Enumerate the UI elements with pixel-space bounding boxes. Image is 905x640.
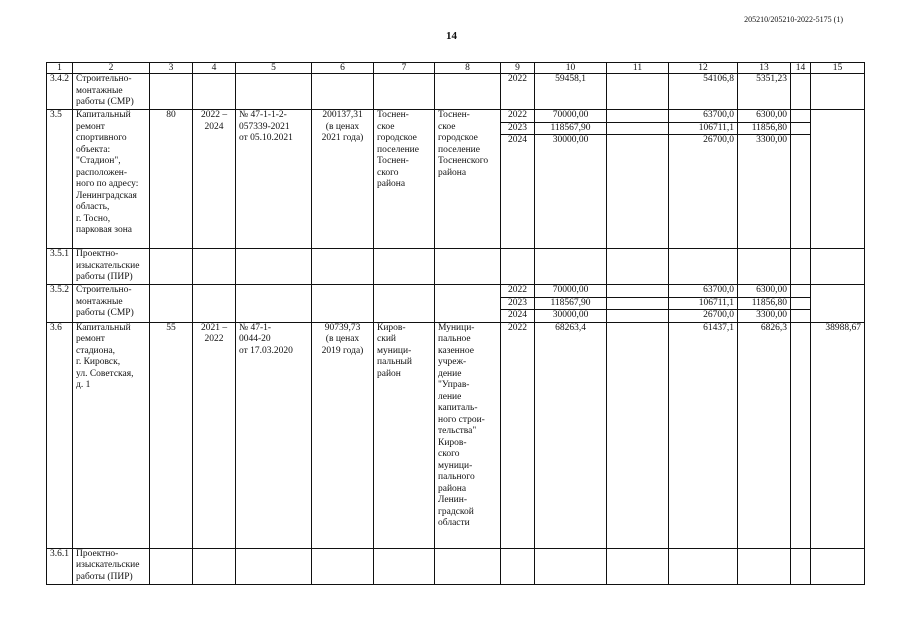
total-cell: 70000,00 bbox=[535, 110, 607, 123]
estimated-cost-cell bbox=[312, 74, 374, 110]
object-name: Проектно- изыскательские работы (ПИР) bbox=[73, 548, 150, 584]
municipality-cell bbox=[374, 548, 435, 584]
customer-cell bbox=[435, 285, 501, 323]
other-cell bbox=[791, 110, 811, 123]
regional-cell bbox=[669, 249, 738, 285]
col-header: 5 bbox=[236, 63, 312, 74]
federal-cell bbox=[607, 74, 669, 110]
document-code: 205210/205210-2022-5175 (1) bbox=[744, 15, 843, 24]
col-header: 15 bbox=[811, 63, 865, 74]
federal-cell bbox=[607, 122, 669, 135]
col-header: 3 bbox=[150, 63, 193, 74]
expertise-cell bbox=[236, 548, 312, 584]
customer-cell bbox=[435, 74, 501, 110]
federal-cell bbox=[607, 135, 669, 249]
regional-cell: 106711,1 bbox=[669, 122, 738, 135]
local-cell: 6826,3 bbox=[738, 322, 791, 548]
federal-cell bbox=[607, 285, 669, 298]
federal-cell bbox=[607, 322, 669, 548]
regional-cell: 106711,1 bbox=[669, 297, 738, 310]
total-cell: 30000,00 bbox=[535, 310, 607, 323]
federal-cell bbox=[607, 249, 669, 285]
total-cell: 70000,00 bbox=[535, 285, 607, 298]
customer-cell bbox=[435, 249, 501, 285]
other-cell bbox=[791, 74, 811, 110]
year-cell: 2024 bbox=[501, 135, 535, 249]
capacity-cell bbox=[150, 285, 193, 323]
federal-cell bbox=[607, 310, 669, 323]
regional-cell bbox=[669, 548, 738, 584]
col-header: 7 bbox=[374, 63, 435, 74]
col-header: 4 bbox=[193, 63, 236, 74]
remaining-cell: 38988,67 bbox=[811, 322, 865, 548]
year-cell: 2022 bbox=[501, 322, 535, 548]
other-cell bbox=[791, 297, 811, 310]
local-cell: 11856,80 bbox=[738, 297, 791, 310]
local-cell: 3300,00 bbox=[738, 135, 791, 249]
col-header: 6 bbox=[312, 63, 374, 74]
col-header: 13 bbox=[738, 63, 791, 74]
local-cell: 6300,00 bbox=[738, 110, 791, 123]
local-cell bbox=[738, 548, 791, 584]
regional-cell: 61437,1 bbox=[669, 322, 738, 548]
other-cell bbox=[791, 548, 811, 584]
remaining-cell bbox=[811, 249, 865, 285]
remaining-cell bbox=[811, 285, 865, 323]
object-name: Капитальный ремонт стадиона, г. Кировск, ул. Советская, д. 1 bbox=[73, 322, 150, 548]
estimated-cost-cell bbox=[312, 285, 374, 323]
col-header: 8 bbox=[435, 63, 501, 74]
header-row bbox=[47, 63, 865, 74]
object-name: Строительно- монтажные работы (СМР) bbox=[73, 285, 150, 323]
table-row bbox=[47, 548, 865, 584]
regional-cell: 54106,8 bbox=[669, 74, 738, 110]
row-number: 3.5 bbox=[47, 110, 73, 249]
year-cell: 2023 bbox=[501, 122, 535, 135]
period-cell bbox=[193, 548, 236, 584]
table-row bbox=[47, 249, 865, 285]
municipality-cell: Тоснен- ское городское поселение Тоснен- ского района bbox=[374, 110, 435, 249]
total-cell bbox=[535, 249, 607, 285]
estimated-cost-cell bbox=[312, 548, 374, 584]
col-header: 14 bbox=[791, 63, 811, 74]
federal-cell bbox=[607, 297, 669, 310]
table-row bbox=[47, 110, 865, 123]
expertise-cell: № 47-1-1-2- 057339-2021 от 05.10.2021 bbox=[236, 110, 312, 249]
federal-cell bbox=[607, 548, 669, 584]
local-cell: 11856,80 bbox=[738, 122, 791, 135]
regional-cell: 26700,0 bbox=[669, 310, 738, 323]
customer-cell: Муници- пальное казенное учреж- дение "Управ- ление капиталь- ного строи- тельства" Киров- ского муници- пального района Ленин- градской области bbox=[435, 322, 501, 548]
other-cell bbox=[791, 122, 811, 135]
total-cell: 30000,00 bbox=[535, 135, 607, 249]
col-header: 11 bbox=[607, 63, 669, 74]
expertise-cell bbox=[236, 74, 312, 110]
col-header: 9 bbox=[501, 63, 535, 74]
local-cell bbox=[738, 249, 791, 285]
other-cell bbox=[791, 285, 811, 298]
estimated-cost-cell: 200137,31 (в ценах 2021 года) bbox=[312, 110, 374, 249]
regional-cell: 63700,0 bbox=[669, 110, 738, 123]
other-cell bbox=[791, 322, 811, 548]
remaining-cell bbox=[811, 548, 865, 584]
customer-cell: Тоснен- ское городское поселение Тосненского района bbox=[435, 110, 501, 249]
object-name: Строительно- монтажные работы (СМР) bbox=[73, 74, 150, 110]
capacity-cell bbox=[150, 249, 193, 285]
municipality-cell: Киров- ский муници- пальный район bbox=[374, 322, 435, 548]
other-cell bbox=[791, 310, 811, 323]
year-cell: 2023 bbox=[501, 297, 535, 310]
municipality-cell bbox=[374, 285, 435, 323]
col-header: 2 bbox=[73, 63, 150, 74]
period-cell bbox=[193, 249, 236, 285]
other-cell bbox=[791, 249, 811, 285]
remaining-cell bbox=[811, 110, 865, 249]
row-number: 3.6.1 bbox=[47, 548, 73, 584]
table-row bbox=[47, 74, 865, 110]
period-cell bbox=[193, 74, 236, 110]
municipality-cell bbox=[374, 249, 435, 285]
other-cell bbox=[791, 135, 811, 249]
object-name: Капитальный ремонт спортивного объекта: "Стадион", расположен- ного по адресу: Ленинградская область, г. Тосно, парковая зона bbox=[73, 110, 150, 249]
expertise-cell bbox=[236, 249, 312, 285]
estimated-cost-cell bbox=[312, 249, 374, 285]
total-cell: 118567,90 bbox=[535, 297, 607, 310]
year-cell: 2022 bbox=[501, 285, 535, 298]
col-header: 1 bbox=[47, 63, 73, 74]
local-cell: 6300,00 bbox=[738, 285, 791, 298]
capacity-cell bbox=[150, 74, 193, 110]
year-cell bbox=[501, 249, 535, 285]
estimated-cost-cell: 90739,73 (в ценах 2019 года) bbox=[312, 322, 374, 548]
col-header: 10 bbox=[535, 63, 607, 74]
expertise-cell bbox=[236, 285, 312, 323]
regional-cell: 63700,0 bbox=[669, 285, 738, 298]
period-cell bbox=[193, 285, 236, 323]
row-number: 3.5.1 bbox=[47, 249, 73, 285]
year-cell bbox=[501, 548, 535, 584]
capacity-cell bbox=[150, 548, 193, 584]
local-cell: 5351,23 bbox=[738, 74, 791, 110]
year-cell: 2022 bbox=[501, 74, 535, 110]
customer-cell bbox=[435, 548, 501, 584]
expertise-cell: № 47-1- 0044-20 от 17.03.2020 bbox=[236, 322, 312, 548]
municipality-cell bbox=[374, 74, 435, 110]
row-number: 3.6 bbox=[47, 322, 73, 548]
budget-table bbox=[46, 62, 865, 585]
year-cell: 2022 bbox=[501, 110, 535, 123]
year-cell: 2024 bbox=[501, 310, 535, 323]
total-cell bbox=[535, 548, 607, 584]
remaining-cell bbox=[811, 74, 865, 110]
local-cell: 3300,00 bbox=[738, 310, 791, 323]
total-cell: 59458,1 bbox=[535, 74, 607, 110]
page-number: 14 bbox=[446, 30, 457, 42]
row-number: 3.4.2 bbox=[47, 74, 73, 110]
federal-cell bbox=[607, 110, 669, 123]
period-cell: 2021 – 2022 bbox=[193, 322, 236, 548]
row-number: 3.5.2 bbox=[47, 285, 73, 323]
total-cell: 68263,4 bbox=[535, 322, 607, 548]
table-row bbox=[47, 322, 865, 548]
capacity-cell: 80 bbox=[150, 110, 193, 249]
col-header: 12 bbox=[669, 63, 738, 74]
regional-cell: 26700,0 bbox=[669, 135, 738, 249]
table-row bbox=[47, 285, 865, 298]
object-name: Проектно- изыскательские работы (ПИР) bbox=[73, 249, 150, 285]
capacity-cell: 55 bbox=[150, 322, 193, 548]
period-cell: 2022 – 2024 bbox=[193, 110, 236, 249]
total-cell: 118567,90 bbox=[535, 122, 607, 135]
